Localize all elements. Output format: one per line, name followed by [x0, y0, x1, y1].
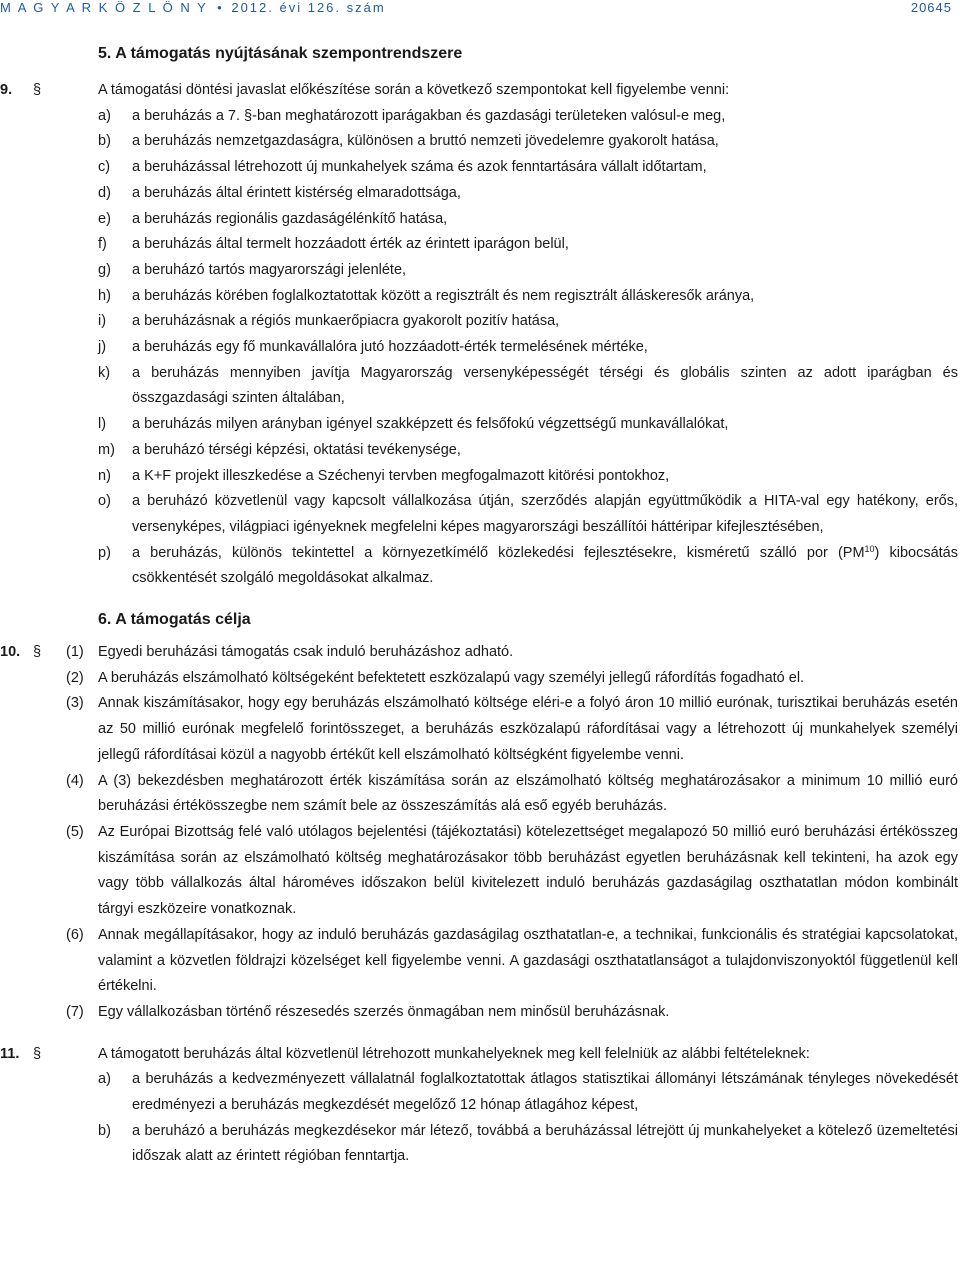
journal-title — [0, 0, 386, 15]
list-item — [98, 129, 958, 155]
subsection-text: Egy vállalkozásban történő részesedés szerzés önmagában nem minősül beruházásnak. — [98, 1003, 670, 1020]
item-text: a beruházásnak a régiós munkaerőpiacra gyakorolt pozitív hatása, — [132, 313, 560, 330]
subsection — [66, 640, 958, 666]
paragraph-intro: A támogatott beruházás által közvetlenül létrehozott munkahelyeknek meg kell felelniük az alábbi feltételeknek: — [98, 1045, 810, 1062]
subsection — [66, 820, 958, 923]
subsection-label: (2) — [66, 669, 84, 686]
item-text: a beruházással létrehozott új munkahelyek száma és azok fenntartására vállalt időtartam, — [132, 159, 707, 176]
list-item — [98, 181, 958, 207]
paragraph-number: 9. — [0, 82, 13, 98]
document-body — [0, 40, 960, 1170]
paragraph-10 — [0, 640, 960, 1026]
item-text: a beruházó a beruházás megkezdésekor már létező, továbbá a beruházással létrejött új munkahelyeket a kötelező üzemeltetési időszak alatt az érintett régióban fenntartja. — [132, 1122, 958, 1165]
item-text: a beruházás a 7. §-ban meghatározott iparágakban és gazdasági területeken valósul-e meg, — [132, 107, 726, 124]
list-item — [98, 309, 958, 335]
list-item — [98, 335, 958, 361]
item-label: p) — [98, 544, 111, 561]
list-item — [98, 207, 958, 233]
list-item — [98, 412, 958, 438]
list-item — [98, 104, 958, 130]
subsection-text: A (3) bekezdésben meghatározott érték kiszámítása során az elszámolható költség meghatározásakor a minimum 10 millió euró beruházási értékösszegbe nem számít bele az összeszámítás alá eső egyéb beruházás. — [98, 772, 958, 815]
item-text: a beruházás milyen arányban igényel szakképzett és felsőfokú végzettségű munkavállalókat, — [132, 416, 729, 433]
item-label: e) — [98, 210, 111, 227]
list-item — [98, 258, 958, 284]
item-text: a beruházás nemzetgazdaságra, különösen a bruttó nemzeti jövedelemre gyakorolt hatása, — [132, 133, 719, 150]
list-item — [98, 438, 958, 464]
list-item — [98, 232, 958, 258]
subsection-text: A beruházás elszámolható költségeként befektetett eszközalapú vagy személyi jellegű ráfordítás fogadható el. — [98, 669, 805, 686]
item-label: a) — [98, 107, 111, 124]
spacer — [0, 1026, 960, 1042]
item-text: a beruházó közvetlenül vagy kapcsolt vállalkozása útján, szerződés alapján együttműködik a HITA-val egy hatékony, erős, versenyképes, világpiaci igényeknek megfelelni képes magyarországi beszállítói háttéripar kifejlesztésében, — [132, 493, 958, 535]
paragraph-number: 11. — [0, 1045, 20, 1062]
item-text — [132, 541, 958, 592]
item-text: a beruházás a kedvezményezett vállalatnál foglalkoztatottak átlagos statisztikai állományi létszámának tényleges növekedését eredményezi a beruházás megkezdését megelőző 12 hónap átlagához képest, — [132, 1071, 958, 1114]
item-label: d) — [98, 184, 111, 201]
item-text: a beruházás regionális gazdaságélénkítő hatása, — [132, 210, 448, 227]
subsection-label: (6) — [66, 926, 84, 943]
journal-name: M A G Y A R K Ö Z L Ö N Y — [0, 0, 208, 15]
subsection-label: (5) — [66, 823, 84, 840]
paragraph-number: 10. — [0, 644, 21, 661]
subsection-label: (4) — [66, 772, 84, 789]
item-text: a beruházás egy fő munkavállalóra jutó hozzáadott-érték termelésének mértéke, — [132, 339, 648, 356]
item-text-part: a beruházás, különös tekintettel a környezetkímélő közlekedési fejlesztésekre, kisméretű szálló por (PM — [132, 544, 865, 561]
item-label: j) — [98, 339, 107, 356]
section-sign: § — [33, 1045, 42, 1062]
item-label: n) — [98, 467, 111, 484]
header-separator: • — [217, 0, 222, 15]
issue-number: 2012. évi 126. szám — [231, 0, 386, 15]
section-sign: § — [33, 644, 42, 661]
section-5-title: 5. A támogatás nyújtásának szempontrendszere — [98, 45, 463, 62]
item-label: l) — [98, 416, 107, 433]
list-item — [98, 541, 958, 592]
subsection-label: (1) — [66, 644, 84, 661]
item-label: c) — [98, 159, 111, 176]
item-text: a beruházás által termelt hozzáadott érték az érintett iparágon belül, — [132, 236, 569, 253]
list-item — [98, 1067, 958, 1118]
conditions-list — [98, 1067, 958, 1170]
subsection — [66, 666, 958, 692]
item-label: b) — [98, 133, 111, 150]
subsection-label: (3) — [66, 695, 84, 712]
criteria-list — [98, 104, 958, 592]
item-label: g) — [98, 261, 111, 278]
section-sign: § — [33, 82, 42, 98]
list-item — [98, 1119, 958, 1170]
running-header — [0, 0, 960, 14]
subsection — [66, 1000, 958, 1026]
item-text-part: ) kibocsátás csökkentését szolgáló megoldásokat alkalmaz. — [132, 544, 958, 587]
paragraph-11 — [0, 1042, 960, 1171]
item-text: a beruházás mennyiben javítja Magyarország versenyképességét térségi és globális szinten az adott iparágban és összgazdasági szinten általában, — [132, 364, 958, 407]
paragraph-intro: A támogatási döntési javaslat előkészítése során a következő szempontokat kell figyelembe venni: — [98, 82, 730, 98]
item-label: a) — [98, 1071, 111, 1088]
subsection-text: Egyedi beruházási támogatás csak induló beruházáshoz adható. — [98, 644, 514, 661]
item-label: h) — [98, 287, 111, 304]
item-text: a beruházó térségi képzési, oktatási tevékenysége, — [132, 441, 461, 458]
list-item — [98, 489, 958, 540]
section-6-title: 6. A támogatás célja — [98, 611, 251, 629]
item-text: a beruházás körében foglalkoztatottak között a regisztrált és nem regisztrált álláskeresők aránya, — [132, 287, 755, 304]
list-item — [98, 284, 958, 310]
item-label: b) — [98, 1122, 111, 1139]
item-label: o) — [98, 493, 111, 510]
item-text: a beruházás által érintett kistérség elmaradottsága, — [132, 184, 461, 201]
subsection-text: Annak megállapításakor, hogy az induló beruházás gazdaságilag oszthatatlan-e, a technikai, funkcionális és stratégiai kapcsolatokat, valamint a közvetlen földrajzi közelséget kell figyelembe venni. A gazdasági oszthatatlanságot a tulajdonviszonyoktól függetlenül kell értékelni. — [98, 926, 958, 995]
page-number: 20645 — [910, 0, 952, 15]
item-label: f) — [98, 236, 107, 253]
subsection-label: (7) — [66, 1003, 84, 1020]
list-item — [98, 464, 958, 490]
item-label: k) — [98, 364, 111, 381]
item-text: a K+F projekt illeszkedése a Széchenyi tervben megfogalmazott kitörési pontokhoz, — [132, 467, 670, 484]
list-item — [98, 155, 958, 181]
subsection-text: Annak kiszámításakor, hogy egy beruházás elszámolható költsége eléri-e a folyó áron 10 millió eurónak, turisztikai beruházás esetén az 50 millió eurónak megfelelő forintösszeget, a beruházás eszközalapú ráfordításai vagy a létrehozott új munkahelyek személyi jellegű ráfordításai közül a nagyobb értékűt kell elszámolható költségként figyelembe venni. — [98, 695, 958, 763]
subsection — [66, 923, 958, 1000]
subsection — [66, 691, 958, 768]
subsection — [66, 769, 958, 820]
superscript: 10 — [864, 543, 875, 554]
list-item — [98, 361, 958, 412]
item-text: a beruházó tartós magyarországi jelenléte, — [132, 261, 407, 278]
item-label: i) — [98, 313, 107, 330]
paragraph-9 — [0, 78, 960, 592]
item-label: m) — [98, 441, 115, 458]
subsection-text: Az Európai Bizottság felé való utólagos bejelentési (tájékoztatási) kötelezettséget megalapozó 50 millió euró beruházási értékösszeg kiszámítása során az elszámolható költség meghatározásakor több beruházást egyetlen beruházásnak kell tekinteni, ha azok egy vagy több vállalkozás által hároméves időszakon belül kivitelezett induló beruházás gazdaságilag oszthatatlan módon kombinált tárgyi eszközeire vonatkoznak. — [98, 823, 958, 918]
